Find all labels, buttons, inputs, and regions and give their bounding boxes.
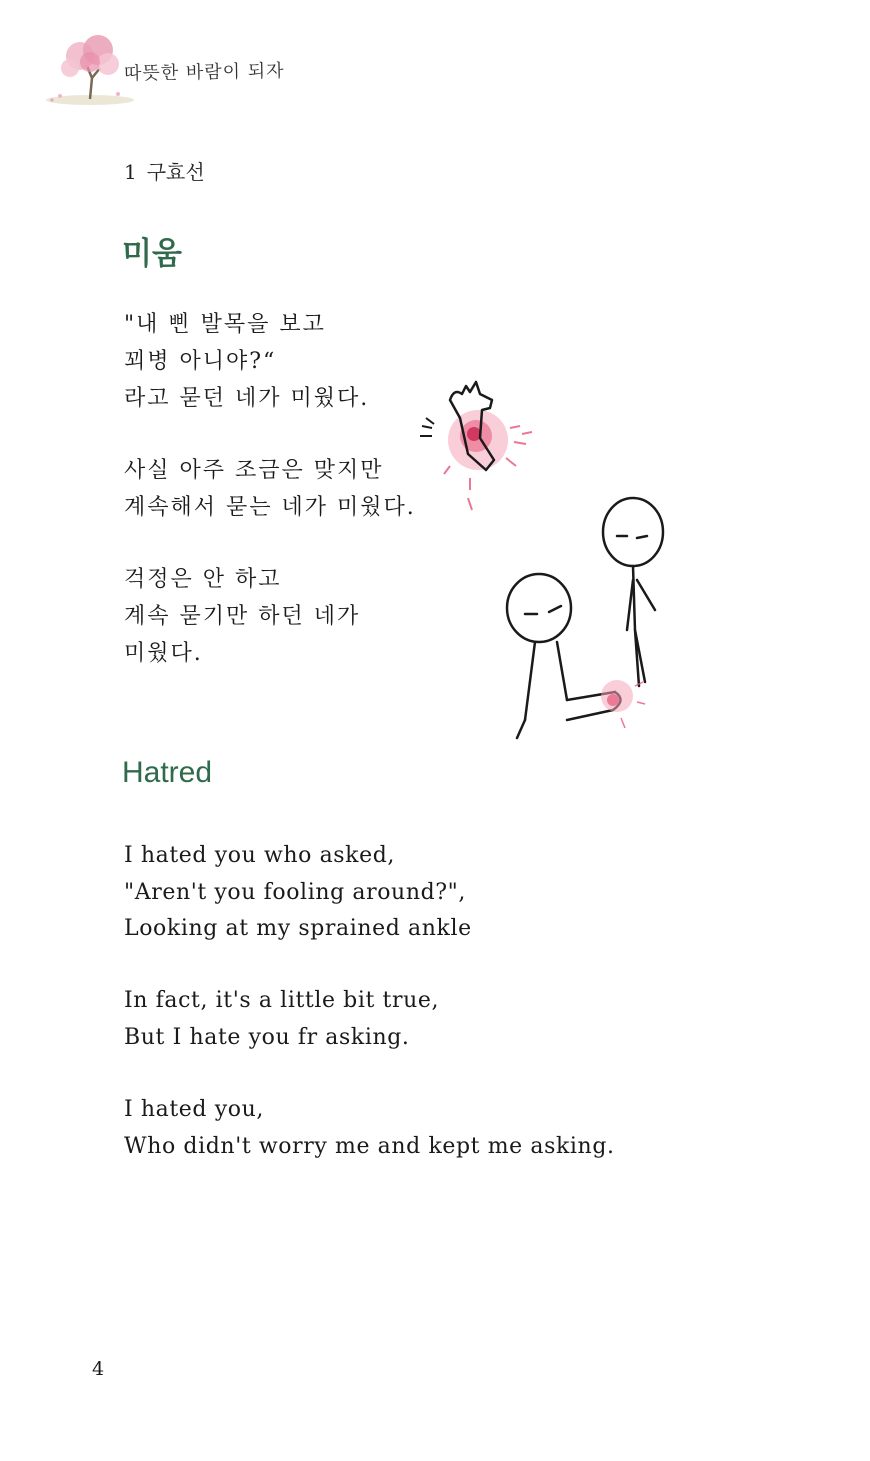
stick-figures-illustration-icon [495,490,695,752]
poem-line: Who didn't worry me and kept me asking. [124,1133,615,1159]
poem-line: 미웠다. [124,641,203,666]
poem-line: 계속 묻기만 하던 네가 [124,604,361,629]
poem-line: 사실 아주 조금은 맞지만 [124,458,384,483]
poem-title-korean: 미움 [122,236,182,272]
poem-line: "Aren't you fooling around?", [124,879,466,905]
page-number: 4 [92,1358,105,1380]
poem-line: 라고 묻던 네가 미웠다. [124,386,370,411]
poem-line: 꾀병 아니야?“ [124,349,277,374]
stanza-korean-2 [124,452,416,526]
poem-line: In fact, it's a little bit true, [124,988,440,1013]
stanza-english-1 [124,838,472,948]
blossom-tree-logo-icon [40,28,135,108]
header-title: 따뜻한 바람이 되자 [123,60,285,85]
author-number: 1 [124,160,137,184]
stanza-korean-3 [124,561,360,672]
author-name: 구효선 [146,160,205,184]
poem-line: But I hate you fr asking. [124,1024,410,1050]
poem-line: "내 삔 발목을 보고 [124,312,326,337]
poem-line: I hated you who asked, [124,843,396,868]
poem-title-english: Hatred [122,756,213,789]
author-line [124,156,215,185]
poem-line: 계속해서 묻는 네가 미웠다. [124,495,416,520]
stanza-english-2 [124,983,439,1056]
stanza-english-3 [124,1092,615,1165]
poem-line: 걱정은 안 하고 [124,567,282,592]
stanza-korean-1 [124,306,369,417]
poem-line: Looking at my sprained ankle [124,916,472,941]
poem-line: I hated you, [124,1097,264,1122]
